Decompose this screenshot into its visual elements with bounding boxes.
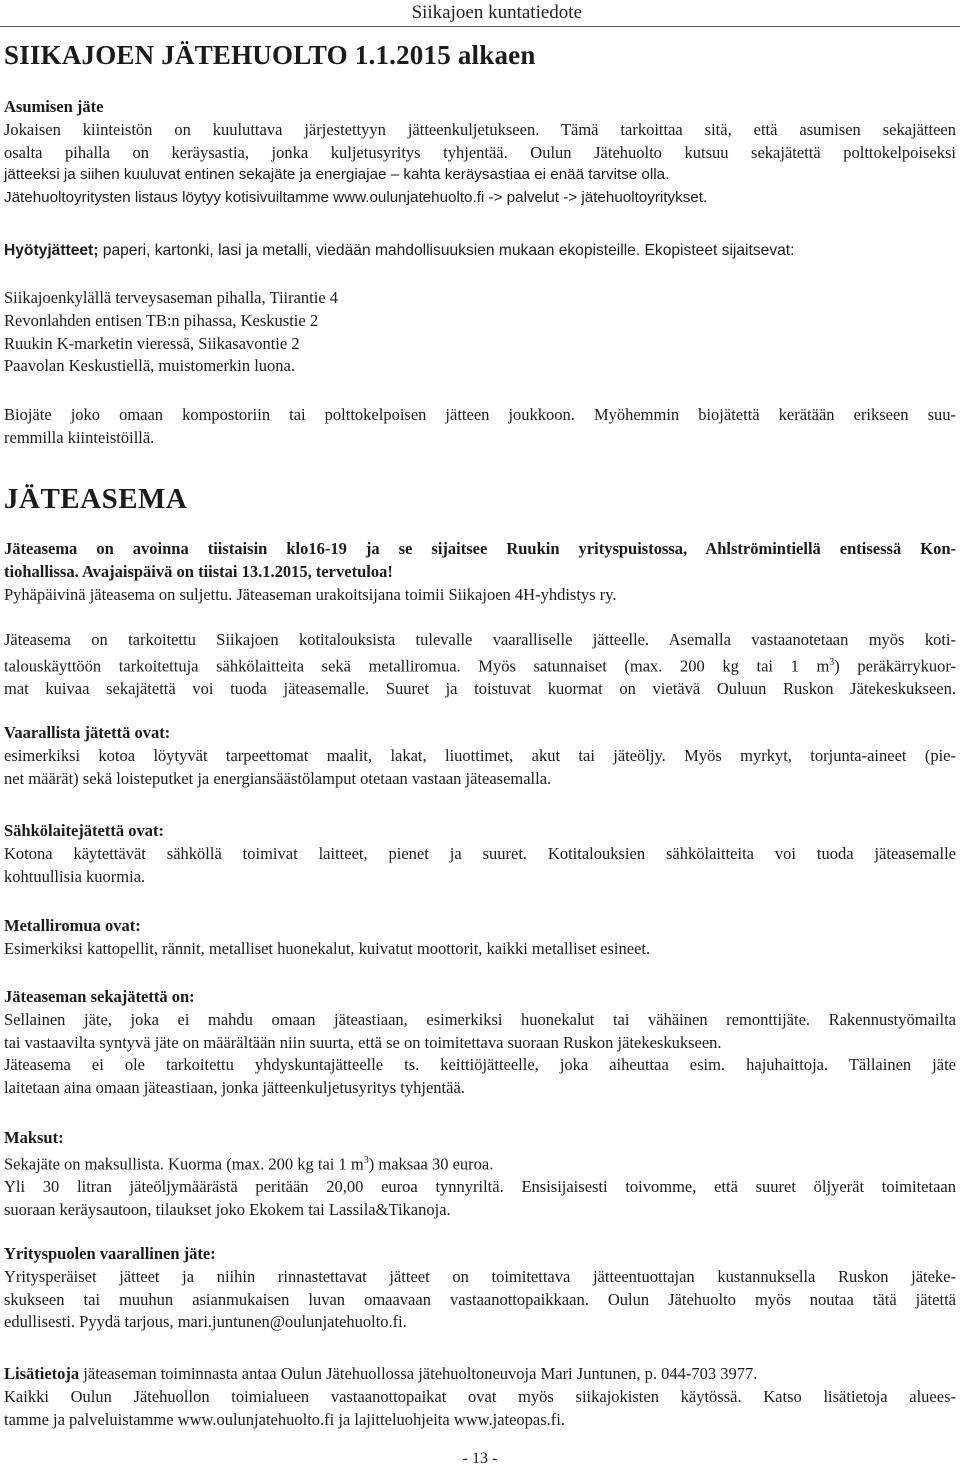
- line-text: ) maksaa 30 euroa.: [368, 1154, 494, 1174]
- paragraph-line: Kotona käytettävät sähköllä toimivat laitteet, pienet ja suuret. Kotitalouksien sähkölaitteita voi tuoda jäteasemalle: [4, 843, 956, 863]
- paragraph-line: Jäteasema on tarkoitettu Siikajoen kotitalouksista tulevalle vaaralliselle jätteelle. Asemalla vastaanotetaan myös koti-: [4, 630, 956, 649]
- section-heading: [4, 1127, 956, 1150]
- line-text: Sekajäte on maksullista. Kuorma (max. 200 kg tai 1 m: [4, 1154, 364, 1174]
- paragraph-line: esimerkiksi kotoa löytyvät tarpeettomat maalit, lakat, liuottimet, akut tai jäteöljy. Myös myrkyt, torjunta-aineet (pie-: [4, 745, 956, 765]
- superscript: 3: [829, 656, 835, 668]
- paragraph-jateasema-aukiolo: [4, 538, 956, 606]
- main-title: SIIKAJOEN JÄTEHUOLTO 1.1.2015 alkaen: [4, 40, 536, 70]
- paragraph-line: laitetaan aina omaan jäteastiaan, jonka jätteenkuljetusyritys tyhjentää.: [4, 1078, 465, 1098]
- paragraph-jateasema-kaytto: [4, 629, 956, 701]
- paragraph-line: Biojäte joko omaan kompostoriin tai polttokelpoisen jätteen joukkoon. Myöhemmin biojätettä kerätään erikseen suu-: [4, 405, 956, 424]
- page-number: - 13 -: [462, 1450, 498, 1467]
- heading-text: Yrityspuolen vaarallinen jäte:: [4, 1244, 216, 1263]
- heading-text: Metalliromua ovat:: [4, 916, 141, 935]
- paragraph-line: Yli 30 litran jäteöljymäärästä peritään 20,00 euroa tynnyriltä. Ensisijaisesti toivomme, että suuret öljyerät toimitetaan: [4, 1177, 956, 1197]
- bold-text: tiohallissa. Avajaispäivä on tiistai 13.1.2015, tervetuloa!: [4, 561, 393, 581]
- paragraph-line: skukseen tai muuhun asianmukaisen luvan omaavaan vastaanottopaikkaan. Oulun Jätehuolto myös noutaa tätä jätettä: [4, 1289, 956, 1309]
- section-sekajate: [4, 986, 956, 1100]
- paragraph-line: edullisesti. Pyydä tarjous, mari.juntunen@oulunjatehuolto.fi.: [4, 1312, 407, 1332]
- paragraph-line: [4, 561, 956, 584]
- section-metalliromu: [4, 915, 956, 961]
- section-title-jateasema: JÄTEASEMA: [4, 483, 188, 515]
- paragraph-hyotyjatteet: [4, 240, 956, 263]
- publication-title: Siikajoen kuntatiedote: [411, 2, 582, 23]
- list-item: Paavolan Keskustiellä, muistomerkin luona.: [4, 356, 295, 376]
- paragraph-line: Jäteasema ei ole tarkoitettu yhdyskuntajätteelle ts. keittiöjätteelle, joka aiheuttaa esim. hajuhaittoja. Tällainen jäte: [4, 1055, 956, 1075]
- paragraph-line: [4, 1363, 956, 1386]
- list-item: Revonlahden entisen TB:n pihassa, Keskustie 2: [4, 310, 319, 330]
- list-item: Siikajoenkylällä terveysaseman pihalla, Tiirantie 4: [4, 288, 339, 307]
- section-maksut: [4, 1127, 956, 1222]
- bold-text: Jäteasema on avoinna tiistaisin klo16-19 ja se sijaitsee Ruukin yrityspuistossa, Ahlströmintiellä entisessä Kon-: [4, 539, 956, 558]
- paragraph-line: Jokaisen kiinteistön on kuuluttava järjestettyyn jätteenkuljetukseen. Tämä tarkoittaa sitä, että asumisen sekajätteen: [4, 119, 956, 139]
- section-heading: [4, 820, 956, 843]
- section-heading: [4, 96, 956, 119]
- heading-text: Maksut:: [4, 1128, 64, 1147]
- bold-lead: Hyötyjätteet;: [4, 242, 99, 259]
- paragraph-line: remmilla kiinteistöillä.: [4, 427, 155, 447]
- paragraph-line: suoraan keräysautoon, tilaukset joko Ekokem tai Lassila&Tikanoja.: [4, 1199, 451, 1219]
- section-heading: [4, 1243, 956, 1266]
- paragraph-line: [4, 652, 956, 678]
- paragraph-line: kohtuullisia kuormia.: [4, 866, 146, 886]
- line-text: ) peräkärrykuor-: [834, 656, 956, 676]
- section-lisatietoja: [4, 1363, 956, 1431]
- section-heading: [4, 915, 956, 938]
- heading-text: Vaarallista jätettä ovat:: [4, 723, 171, 742]
- line-text: paperi, kartonki, lasi ja metalli, viedään mahdollisuuksien mukaan ekopisteille. Ekopisteet sijaitsevat:: [98, 242, 795, 259]
- page-header: [0, 0, 960, 26]
- section-heading: [4, 986, 956, 1009]
- heading-text: Asumisen jäte: [4, 97, 104, 116]
- heading-text: Jäteaseman sekajätettä on:: [4, 987, 195, 1006]
- paragraph-line: Pyhäpäivinä jäteasema on suljettu. Jäteaseman urakoitsijana toimii Siikajoen 4H-yhdistys ry.: [4, 584, 617, 604]
- section-vaarallista: [4, 722, 956, 790]
- line-text: osalta pihalla on keräysastia, jonka kuljetusyritys tyhjentää. Oulun Jätehuolto kutsuu sekajätettä polttokelpoiseksi: [4, 142, 956, 162]
- paragraph-line: [4, 538, 956, 561]
- paragraph-line: jätteeksi ja siihen kuuluvat entinen sekajäte ja energiajae – kahta keräysastiaa ei enää tarvitse olla.: [4, 166, 670, 184]
- paragraph-line: Esimerkiksi kattopellit, rännit, metalliset huonekalut, kuivatut moottorit, kaikki metalliset esineet.: [4, 938, 651, 958]
- header-rule: [0, 26, 960, 27]
- section-asumisen-jate: [4, 96, 956, 210]
- section-heading: [4, 722, 956, 745]
- paragraph-line: tamme ja palveluistamme www.oulunjatehuolto.fi ja lajitteluohjeita www.jateopas.fi.: [4, 1409, 565, 1429]
- paragraph-line: mat kuivaa sekajätettä voi tuoda jäteasemalle. Suuret ja toistuvat kuormat on vietävä Ouluun Ruskon Jätekeskukseen.: [4, 679, 956, 699]
- paragraph-line: Yritysperäiset jätteet ja niihin rinnastettavat jätteet on toimitettava jätteentuottajan kustannuksella Ruskon jäteke-: [4, 1266, 956, 1286]
- line-text: talouskäyttöön tarkoitettuja sähkölaitteita sekä metalliromua. Myös satunnaiset (max. 200 kg tai 1 m: [4, 656, 830, 676]
- bold-lead: Lisätietoja: [4, 1364, 80, 1383]
- paragraph-line: Jätehuoltoyritysten listaus löytyy kotisivuiltamme www.oulunjatehuolto.fi -> palvelut -> jätehuoltoyritykset.: [4, 189, 708, 207]
- paragraph-line: tai vastaavilta syntyvä jäte on määrältään niin suurta, että se on toimitettava suoraan Ruskon jätekeskukseen.: [4, 1032, 722, 1052]
- list-item: Ruukin K-marketin vieressä, Siikasavontie 2: [4, 333, 300, 353]
- paragraph-line: [4, 240, 956, 263]
- section-sahkolaitejate: [4, 820, 956, 888]
- paragraph-line: Kaikki Oulun Jätehuollon toimialueen vastaanottopaikat ovat myös siikajokisten käytössä. Katso lisätietoja aluees-: [4, 1386, 956, 1406]
- paragraph-line: net määrät) sekä loisteputket ja energiansäästölamput otetaan vastaan jäteasemalla.: [4, 768, 552, 788]
- paragraph-biojate: [4, 404, 956, 450]
- list-ekopisteet: [4, 287, 956, 378]
- heading-text: Sähkölaitejätettä ovat:: [4, 821, 164, 840]
- line-text: jäteaseman toiminnasta antaa Oulun Jätehuollossa jätehuoltoneuvoja Mari Juntunen, p. 044-703 3977.: [79, 1364, 758, 1383]
- superscript: 3: [363, 1154, 369, 1166]
- paragraph-line: [4, 1150, 956, 1176]
- paragraph-line: Sellainen jäte, joka ei mahdu omaan jäteastiaan, esimerkiksi huonekalut tai vähäinen remonttijäte. Rakennustyömailta: [4, 1009, 956, 1029]
- section-yritysjate: [4, 1243, 956, 1334]
- paragraph-line: [4, 142, 956, 165]
